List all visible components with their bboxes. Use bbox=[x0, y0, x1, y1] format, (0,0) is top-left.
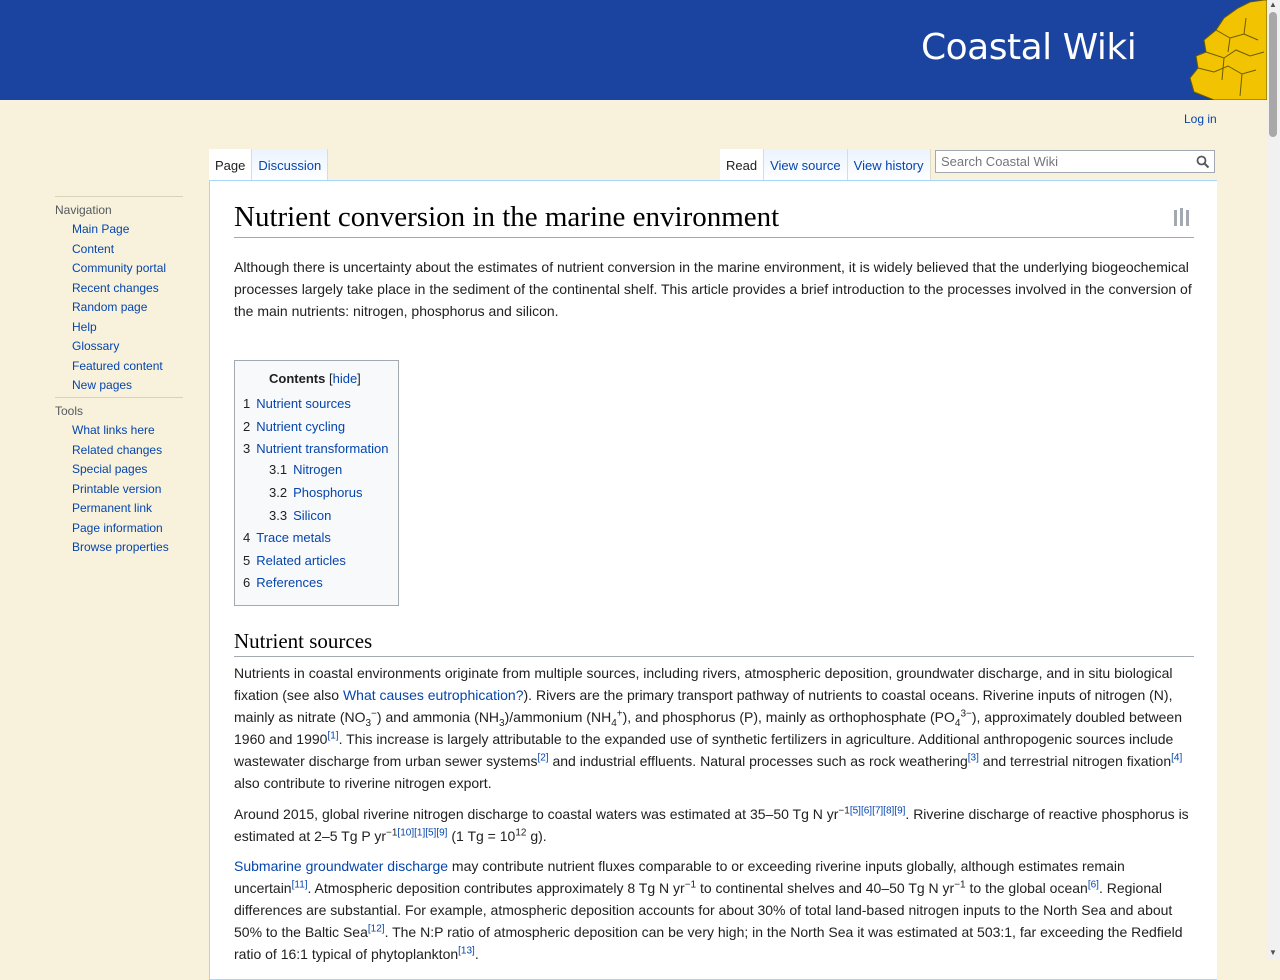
page-title: Nutrient conversion in the marine environment bbox=[234, 201, 1194, 238]
tools-portal bbox=[55, 397, 183, 558]
reference-link[interactable]: [12] bbox=[367, 923, 385, 935]
paragraph-nutrient-sources-3: Submarine groundwater discharge may contribute nutrient fluxes comparable to or exceeding riverine inputs globally, although estimates remain uncertain[11]. Atmospheric deposition contributes approximately 8 Tg N $yr^{-1}$ to continental shelves and 40–50 Tg N $yr^{-1}$ to the global ocean[6]. Regional differences are substantial. For example, atmospheric deposition accounts for about 30% of total land-based nitrogen inputs to the North Sea and about 50% to the Baltic Sea[12]. The N:P ratio of atmospheric deposition can be very high; in the North Sea it was estimated at 503:1, far exceeding the Redfield ratio of 16:1 typical of phytoplankton[13]. bbox=[234, 858, 1183, 962]
text-run: . Regional differences are substantial. For example, atmospheric deposition accounts for about 30% of total land-based nitrogen inputs to the North Sea and about 50% to the Baltic Sea bbox=[234, 880, 1173, 940]
toc-number: 4 bbox=[243, 530, 251, 545]
sidebar-item-printable-version[interactable]: Printable version bbox=[72, 481, 162, 496]
scroll-down-arrow-icon[interactable]: ▼ bbox=[1269, 948, 1277, 957]
tab-page[interactable] bbox=[209, 149, 252, 181]
toc-link[interactable]: Phosphorus bbox=[293, 485, 363, 500]
navigation-portal bbox=[55, 196, 183, 391]
text-run: . Atmospheric deposition contributes approximately 8 Tg N yr bbox=[307, 880, 685, 896]
sidebar-item-main-page[interactable]: Main Page bbox=[72, 222, 130, 236]
login-link[interactable]: Log in bbox=[1184, 112, 1217, 126]
sidebar-item-related-changes[interactable]: Related changes bbox=[72, 442, 163, 457]
text-run: ), approximately doubled between 1960 and 1990 bbox=[234, 709, 1182, 747]
sidebar-item-featured-content[interactable]: Featured content bbox=[72, 358, 163, 373]
toc-item[interactable] bbox=[243, 419, 345, 434]
text-run: ), and phosphorus (P), mainly as orthophosphate (PO bbox=[622, 709, 955, 725]
site-title[interactable]: Coastal Wiki bbox=[921, 27, 1137, 68]
search-icon[interactable] bbox=[1196, 155, 1210, 169]
sidebar-item-new-pages[interactable]: New pages bbox=[72, 378, 133, 392]
reference-link[interactable]: [6] bbox=[1087, 879, 1099, 891]
view-tabs bbox=[720, 141, 931, 181]
tab-page-label: Page bbox=[215, 158, 246, 173]
toc-link[interactable]: Nutrient cycling bbox=[256, 419, 346, 434]
sidebar-item-content[interactable]: Content bbox=[72, 241, 115, 256]
sidebar-item-recent-changes[interactable]: Recent changes bbox=[72, 280, 159, 295]
toc-title-text: Contents bbox=[269, 371, 326, 386]
paragraph-nutrient-sources-1: Nutrients in coastal environments originate from multiple sources, including rivers, atmospheric deposition, groundwater discharge, and in situ biological fixation (see also What causes eutrophication?). Rivers are the primary transport pathway of nutrients to coastal oceans. Riverine inputs of nitrogen (N), mainly as nitrate $(NO_3^-)$ and ammonia $(NH_3)$/ammonium $(NH_4^+)$, and phosphorus (P), mainly as orthophosphate $(PO_4^{3-})$, approximately doubled between 1960 and 1990[1]. This increase is largely attributable to the expanded use of synthetic fertilizers in agriculture. Additional anthropogenic sources include wastewater discharge from urban sewer systems[2] and industrial effluents. Natural processes such as rock weathering[3] and terrestrial nitrogen fixation[4] also contribute to riverine nitrogen export. bbox=[234, 665, 1183, 791]
search-placeholder: Search Coastal Wiki bbox=[941, 154, 1059, 169]
scroll-up-arrow-icon[interactable]: ▲ bbox=[1269, 0, 1277, 9]
sidebar bbox=[55, 196, 183, 564]
sidebar-item-what-links-here[interactable]: What links here bbox=[72, 423, 155, 437]
tab-discussion-label: Discussion bbox=[258, 158, 322, 173]
tab-read-label: Read bbox=[726, 158, 758, 173]
toc-item[interactable] bbox=[243, 441, 388, 456]
sidebar-item-help[interactable]: Help bbox=[72, 319, 97, 334]
reference-link[interactable]: [3] bbox=[967, 752, 979, 764]
tab-view-history[interactable] bbox=[848, 149, 931, 181]
text-run: . The N:P ratio of atmospheric deposition can be very high; in the North Sea it was estimated at 503:1, far exceeding the Redfield ratio of 16:1 typical of phytoplankton bbox=[234, 924, 1183, 962]
toc-item[interactable] bbox=[243, 530, 331, 545]
text-run: to the global ocean bbox=[965, 880, 1088, 896]
toc-number: 6 bbox=[243, 575, 251, 590]
toc-hide-link[interactable]: hide bbox=[332, 371, 358, 386]
table-of-contents bbox=[234, 360, 399, 606]
sidebar-item-browse-properties[interactable]: Browse properties bbox=[72, 540, 169, 554]
intro-paragraph: Although there is uncertainty about the estimates of nutrient conversion in the marine environment, it is widely believed that the underlying biogeochemical processes largely take place in the sediment of the continental shelf. This article provides a brief introduction to the processes involved in the conversion of the main nutrients: nitrogen, phosphorus and silicon. bbox=[234, 259, 1192, 319]
text-run: . Riverine discharge of reactive phosphorus is estimated at 2–5 Tg P yr bbox=[234, 806, 1189, 844]
main-content bbox=[209, 180, 1217, 980]
toc-number: 3.3 bbox=[269, 508, 288, 523]
scrollbar[interactable] bbox=[1267, 0, 1280, 960]
reference-links[interactable]: [10][1][5][9] bbox=[397, 827, 448, 839]
toc-number: 2 bbox=[243, 419, 251, 434]
reference-link[interactable]: [11] bbox=[291, 879, 308, 891]
toc-number: 3.1 bbox=[269, 462, 288, 477]
text-run: g). bbox=[526, 828, 547, 844]
text-run: and industrial effluents. Natural processes such as rock weathering bbox=[548, 753, 968, 769]
sidebar-item-random-page[interactable]: Random page bbox=[72, 300, 148, 314]
tab-view-history-label: View history bbox=[853, 158, 924, 173]
toc-item[interactable] bbox=[269, 485, 362, 500]
tab-discussion[interactable] bbox=[252, 149, 328, 181]
text-run: may contribute nutrient fluxes comparable to or exceeding riverine inputs globally, although estimates remain uncertain bbox=[234, 858, 1125, 896]
reference-link[interactable]: [2] bbox=[537, 752, 549, 764]
toc-item[interactable] bbox=[243, 396, 351, 411]
section-heading-nutrient-sources: Nutrient sources bbox=[234, 629, 1194, 657]
text-run: ) and ammonia (NH bbox=[376, 709, 500, 725]
reference-link[interactable]: [13] bbox=[458, 945, 475, 957]
text-run: to continental shelves and 40–50 Tg N yr bbox=[696, 880, 955, 896]
toc-number: 3.2 bbox=[269, 485, 288, 500]
toc-link[interactable]: Silicon bbox=[293, 508, 332, 523]
tab-view-source[interactable] bbox=[764, 149, 848, 181]
sidebar-item-community-portal[interactable]: Community portal bbox=[72, 261, 167, 275]
toc-link[interactable]: Nutrient transformation bbox=[256, 441, 389, 456]
toc-number: 1 bbox=[243, 396, 251, 411]
toc-item[interactable] bbox=[243, 575, 323, 590]
toc-link[interactable]: Trace metals bbox=[256, 530, 331, 545]
toc-link[interactable]: Nitrogen bbox=[293, 462, 343, 477]
reference-link[interactable]: [1] bbox=[327, 730, 339, 742]
scroll-thumb[interactable] bbox=[1269, 12, 1277, 137]
site-banner bbox=[0, 0, 1267, 100]
namespace-tabs bbox=[209, 141, 328, 181]
text-run: ). Rivers are the primary transport pathway of nutrients to coastal oceans. Riverine inputs of nitrogen (N), mainly as nitrate (NO bbox=[234, 687, 1173, 725]
toc-link[interactable]: Nutrient sources bbox=[256, 396, 351, 411]
text-run: . bbox=[474, 946, 479, 962]
sidebar-item-permanent-link[interactable]: Permanent link bbox=[72, 501, 153, 515]
toc-item[interactable] bbox=[269, 508, 331, 523]
sidebar-item-special-pages[interactable]: Special pages bbox=[72, 462, 148, 476]
toc-link[interactable]: References bbox=[256, 575, 323, 590]
navigation-heading: Navigation bbox=[55, 203, 112, 217]
text-run: Nutrients in coastal environments originate from multiple sources, including rivers, atmospheric deposition, groundwater discharge, and in situ biological fixation (see also bbox=[234, 665, 1173, 703]
search-input[interactable] bbox=[935, 150, 1215, 173]
tools-heading: Tools bbox=[55, 404, 84, 418]
page-status-icon bbox=[1173, 208, 1191, 228]
toc-item[interactable] bbox=[243, 553, 346, 568]
tab-view-source-label: View source bbox=[770, 158, 841, 173]
text-run: Around 2015, global riverine nitrogen discharge to coastal waters was estimated at 35–50 Tg N yr bbox=[234, 806, 839, 822]
text-run: . This increase is largely attributable to the expanded use of synthetic fertilizers in agriculture. Additional anthropogenic sources include wastewater discharge from urban sewer systems bbox=[234, 731, 1174, 769]
reference-links[interactable]: [5][6][7][8][9] bbox=[849, 805, 906, 817]
link-submarine-groundwater-discharge[interactable]: Submarine groundwater discharge bbox=[234, 858, 449, 874]
toc-number: 5 bbox=[243, 553, 251, 568]
text-run: and terrestrial nitrogen fixation bbox=[978, 753, 1172, 769]
toc-hide-toggle[interactable]: [hide] bbox=[328, 371, 361, 386]
text-run: )/ammonium (NH bbox=[504, 709, 612, 725]
toc-title bbox=[269, 371, 361, 386]
toc-link[interactable]: Related articles bbox=[256, 553, 346, 568]
text-run: also contribute to riverine nitrogen export. bbox=[234, 775, 492, 791]
sidebar-item-page-information[interactable]: Page information bbox=[72, 520, 163, 535]
toc-number: 3 bbox=[243, 441, 251, 456]
link-what-causes-eutrophication[interactable]: What causes eutrophication? bbox=[342, 687, 524, 703]
europe-map-logo[interactable] bbox=[1184, 0, 1267, 100]
reference-link[interactable]: [4] bbox=[1171, 752, 1183, 764]
sidebar-item-glossary[interactable]: Glossary bbox=[72, 339, 120, 353]
tab-read[interactable] bbox=[720, 149, 764, 181]
paragraph-nutrient-sources-2: Around 2015, global riverine nitrogen discharge to coastal waters was estimated at 35–50 Tg N $yr^{-1[5][6][7][8][9]}$. Riverine discharge of reactive phosphorus is estimated at 2–5 Tg P $yr^{-1[10][1][5][9]}$ (1 $Tg = 10^{12}$ g). bbox=[234, 805, 1189, 844]
toc-item[interactable] bbox=[269, 462, 342, 477]
text-run: (1 Tg = 10 bbox=[447, 828, 516, 844]
